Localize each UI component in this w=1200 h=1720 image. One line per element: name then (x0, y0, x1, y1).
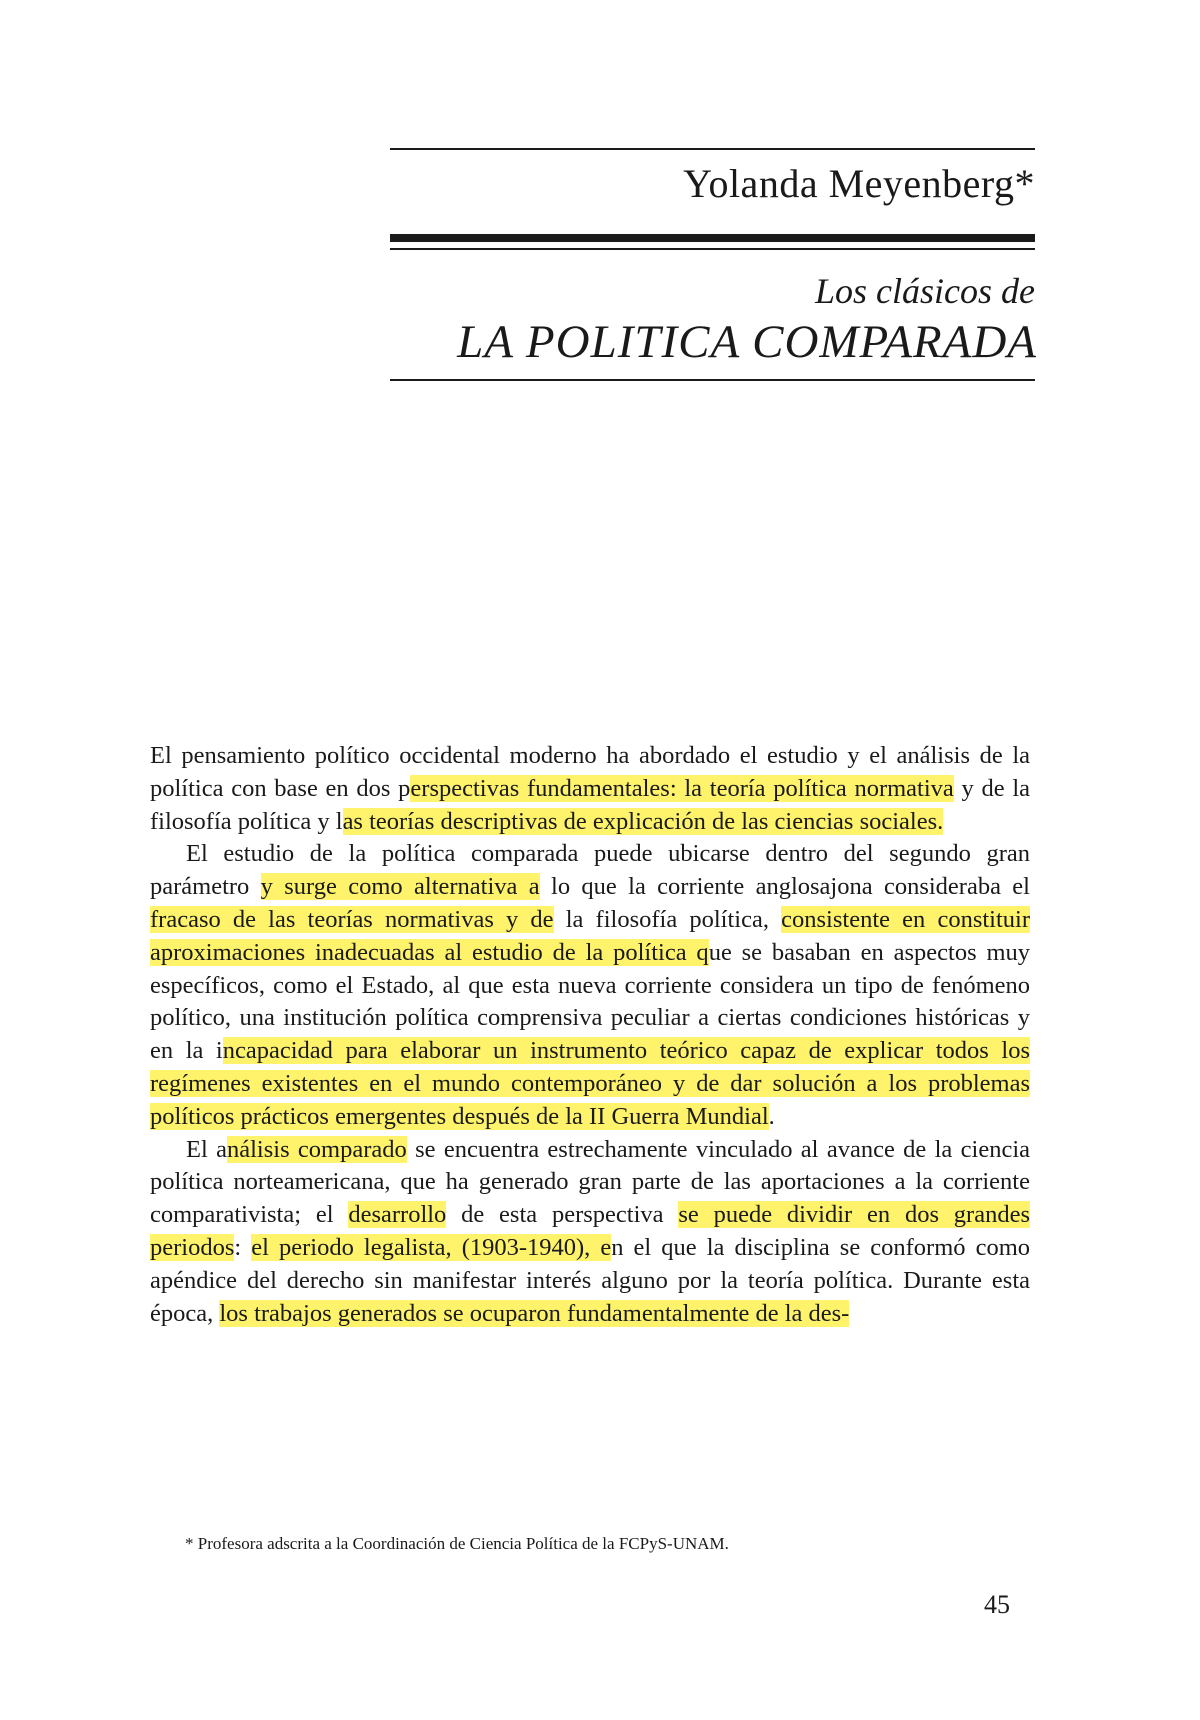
highlighted-text: los trabajos generados se ocuparon fundamentalmente de la des- (219, 1299, 850, 1327)
highlighted-text: consistente en constituir aproximaciones inadecuadas al estudio de la política q (150, 905, 1030, 966)
text-segment: El estudio de la política comparada puede ubicarse dentro del segundo gran parámetro (150, 840, 1030, 901)
text-segment: ue se basaban en aspectos muy específicos, como el Estado, al que esta nueva corriente considera un tipo de fenómeno político, una institución política comprensiva peculiar a ciertas condiciones históricas y en la i (150, 938, 1031, 1065)
highlighted-text: se puede dividir en dos grandes periodos (150, 1201, 1030, 1261)
footnote: * Profesora adscrita a la Coordinación de Ciencia Política de la FCPyS-UNAM. (185, 1534, 729, 1553)
text-segment: y de la filosofía política y l (150, 774, 1031, 835)
text-segment: se encuentra estrechamente vinculado al avance de la ciencia política norteamericana, que ha generado gran parte de las aportaciones a la corriente comparativista; el (150, 1135, 1030, 1229)
body-text (150, 740, 1030, 1330)
paragraph (150, 740, 1030, 838)
header-rule-bottom (390, 379, 1035, 381)
paragraph (150, 1134, 1030, 1331)
article-subtitle: Los clásicos de (815, 271, 1035, 311)
highlighted-text: el periodo legalista, (1903-1940), e (251, 1233, 612, 1261)
highlighted-text: y surge como alternativa a (260, 873, 540, 901)
header-rule-thin (390, 248, 1035, 250)
header-rule-thick (390, 234, 1035, 242)
author-name: Yolanda Meyenberg* (683, 161, 1035, 206)
text-segment: n el que la disciplina se conformó como apéndice del derecho sin manifestar interés alguno por la teoría política. Durante esta época, (150, 1233, 1030, 1327)
highlighted-text: as teorías descriptivas de explicación de las ciencias sociales. (342, 807, 944, 835)
text-segment: de esta perspectiva (446, 1201, 679, 1229)
highlighted-text: fracaso de las teorías normativas y de (150, 905, 554, 933)
paragraph (150, 838, 1030, 1133)
highlighted-text: nálisis comparado (226, 1135, 407, 1163)
page-number: 45 (984, 1590, 1010, 1619)
text-segment: lo que la corriente anglosajona consideraba el (539, 873, 1030, 901)
header-rule-top (390, 148, 1035, 150)
highlighted-text: erspectivas fundamentales: la teoría política normativa (410, 774, 954, 802)
text-segment: . (768, 1102, 775, 1130)
text-segment: la filosofía política, (553, 905, 782, 933)
text-segment: El a (186, 1135, 227, 1163)
text-segment: El pensamiento político occidental moderno ha abordado el estudio y el análisis de la política con base en dos p (150, 742, 1030, 802)
highlighted-text: ncapacidad para elaborar un instrumento teórico capaz de explicar todos los regímenes existentes en el mundo contemporáneo y de dar solución a los problemas políticos prácticos emergentes después de la II Guerra Mundial (150, 1037, 1030, 1130)
highlighted-text: desarrollo (348, 1201, 447, 1229)
text-segment: : (234, 1233, 252, 1261)
article-title: LA POLITICA COMPARADA (457, 316, 1037, 368)
